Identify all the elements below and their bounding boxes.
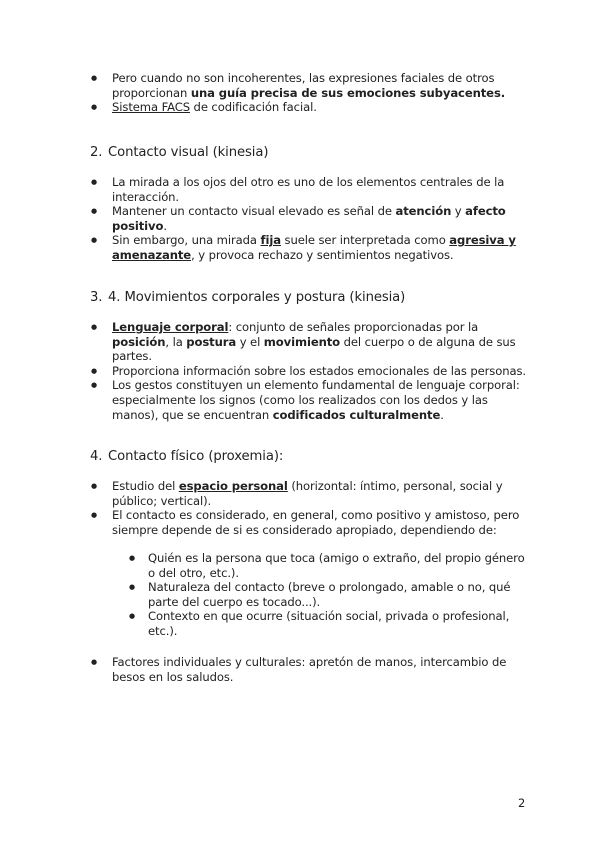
list-text: suele ser interpretada como xyxy=(280,233,450,248)
list-text: , la xyxy=(165,334,187,349)
list-text: La mirada a los ojos del otro es uno de los elementos centrales de la interacción. xyxy=(112,175,505,204)
page-number: 2 xyxy=(518,796,526,810)
section-4-sublist xyxy=(128,551,528,639)
list-text: Proporciona información sobre los estados emocionales de las personas. xyxy=(112,363,527,378)
sublist-item xyxy=(128,609,528,638)
intro-list xyxy=(90,71,530,115)
list-item xyxy=(90,233,530,262)
emphasis-text: fija xyxy=(260,233,281,248)
list-item xyxy=(90,175,530,204)
list-text: . xyxy=(163,218,167,233)
list-text: Estudio del xyxy=(112,479,179,493)
emphasis-text: una guía precisa de sus emociones subyacentes. xyxy=(190,85,506,100)
list-text: Sin embargo, una mirada xyxy=(112,233,261,248)
list-item xyxy=(90,320,530,364)
list-text: , y provoca rechazo y sentimientos negativos. xyxy=(191,247,454,262)
sublist-item xyxy=(128,551,528,580)
list-text: y el xyxy=(236,334,264,349)
facs-link-text: Sistema FACS xyxy=(112,100,190,115)
list-item xyxy=(90,100,530,115)
list-text: . xyxy=(440,407,444,422)
section-title: Contacto físico (proxemia): xyxy=(108,449,284,464)
section-heading xyxy=(90,145,268,160)
emphasis-text: movimiento xyxy=(263,334,341,349)
section-3-list xyxy=(90,320,530,422)
list-text: Contexto en que ocurre (situación social, privada o profesional, etc.). xyxy=(148,609,510,638)
emphasis-text: postura xyxy=(186,334,237,349)
list-text: : conjunto de señales proporcionadas por la xyxy=(228,320,479,334)
section-number: 4. xyxy=(90,449,103,464)
section-4-final-list xyxy=(90,655,530,684)
list-text: y xyxy=(451,204,466,219)
list-text: Mantener un contacto visual elevado es señal de xyxy=(112,204,396,219)
list-text: Factores individuales y culturales: apretón de manos, intercambio de besos en los saludos. xyxy=(112,655,507,684)
emphasis-text: agresiva y amenazante xyxy=(112,233,516,262)
list-item xyxy=(90,508,530,537)
emphasis-text: posición xyxy=(112,334,166,349)
emphasis-text: Lenguaje corporal xyxy=(112,320,229,334)
section-number: 2. xyxy=(90,145,103,160)
section-2-list xyxy=(90,175,530,263)
sublist-item xyxy=(128,580,528,609)
section-title: Contacto visual (kinesia) xyxy=(108,145,269,160)
list-item xyxy=(90,655,530,684)
section-heading xyxy=(90,290,405,305)
list-item xyxy=(90,479,530,508)
emphasis-text: afecto positivo xyxy=(112,204,506,233)
list-text: del cuerpo o de alguna de sus partes. xyxy=(112,334,516,364)
section-4-list xyxy=(90,479,530,537)
list-text: Pero cuando no son incoherentes, las expresiones faciales de otros proporcionan xyxy=(112,71,495,100)
list-text: de codificación facial. xyxy=(189,100,317,115)
list-text: Quién es la persona que toca (amigo o extraño, del propio género o del otro, etc.). xyxy=(148,551,525,580)
list-text: Los gestos constituyen un elemento fundamental de lenguaje corporal: especialmente los signos (como los realizados con los dedos y las manos), que se encuentran xyxy=(112,378,520,422)
list-item xyxy=(90,71,530,100)
list-text: (horizontal: íntimo, personal, social y público; vertical). xyxy=(112,479,503,508)
list-item xyxy=(90,378,530,422)
list-text: El contacto es considerado, en general, como positivo y amistoso, pero siempre depende de si es considerado apropiado, dependiendo de: xyxy=(112,508,520,537)
section-number: 3. xyxy=(90,290,103,305)
section-heading xyxy=(90,449,283,464)
list-text: Naturaleza del contacto (breve o prolongado, amable o no, qué parte del cuerpo es tocado...). xyxy=(148,580,511,609)
section-title: 4. Movimientos corporales y postura (kinesia) xyxy=(108,290,406,305)
emphasis-text: codificados culturalmente xyxy=(272,407,441,422)
list-item xyxy=(90,364,530,379)
emphasis-text: atención xyxy=(395,204,452,219)
emphasis-text: espacio personal xyxy=(178,479,288,493)
list-item xyxy=(90,204,530,233)
